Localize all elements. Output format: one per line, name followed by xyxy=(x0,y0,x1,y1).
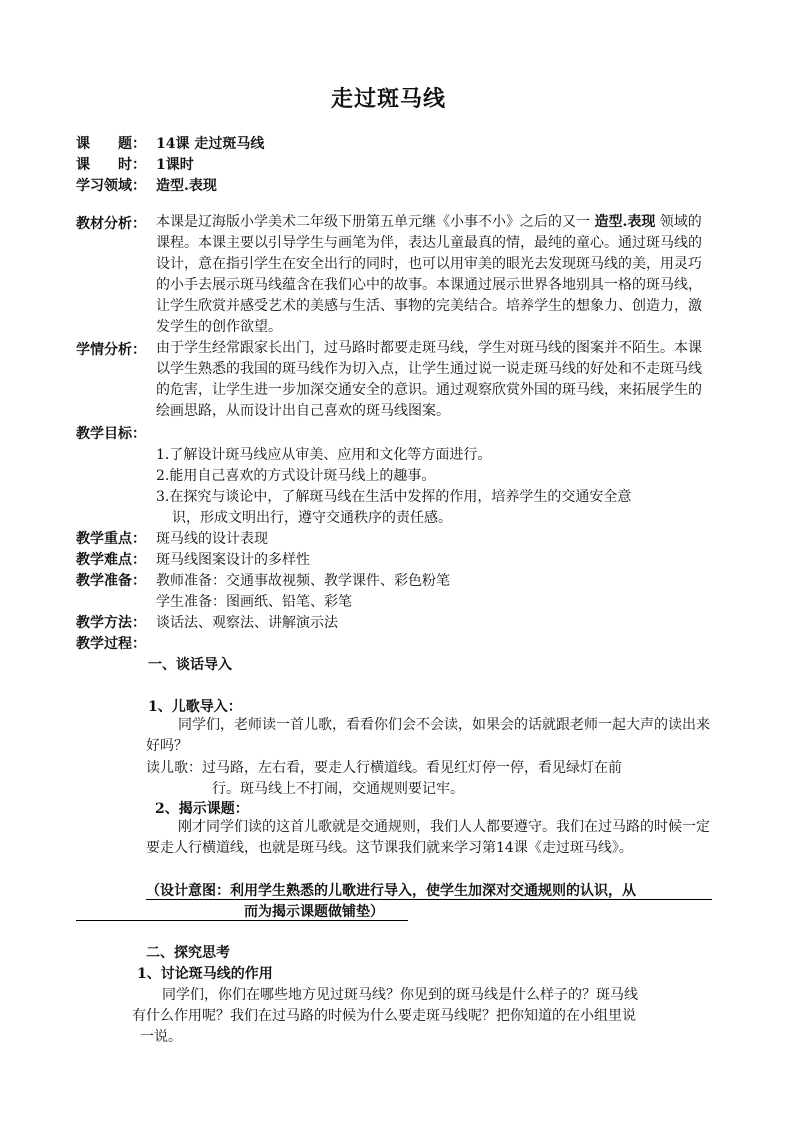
goal-item-3: 3.在探究与谈论中，了解斑马线在生活中发挥的作用，培养学生的交通安全意 xyxy=(156,489,632,505)
goals-label: 教学目标： xyxy=(76,426,146,442)
time-label: 课 时： xyxy=(76,157,146,173)
key-point-label: 教学重点： xyxy=(76,531,146,547)
s2-1-heading: 1、讨论斑马线的作用 xyxy=(137,966,273,982)
field-label: 学习领域： xyxy=(76,178,146,194)
topic-value: 14课 走过斑马线 xyxy=(156,136,265,152)
analysis-paragraph xyxy=(156,212,714,338)
prep-label: 教学准备： xyxy=(76,573,146,589)
process-label: 教学过程： xyxy=(76,636,146,652)
page-title: 走过斑马线 xyxy=(331,86,447,112)
prep-student: 学生准备：图画纸、铅笔、彩笔 xyxy=(156,594,352,610)
analysis-text-after: 领域的课程。本课主要以引导学生与画笔为伴，表达儿童最真的情，最纯的童心。通过斑马线的设计，意在指引学生在安全出行的同时，也可以用审美的眼光去发现斑马线的美，用灵巧的小手去展示斑马线蕴含在我们心中的故事。本课通过展示世界各地别具一格的斑马线，让学生欣赏并感受艺术的美感与生活、事物的完美结合。培养学生的想象力、创造力，激发学生的创作欲望。 xyxy=(156,214,702,335)
section-2-heading: 二、探究思考 xyxy=(146,945,230,961)
section-1-heading: 一、谈话导入 xyxy=(148,657,232,673)
design-intent-line-1: （设计意图：利用学生熟悉的儿歌进行导入，使学生加深对交通规则的认识，从 xyxy=(146,883,636,899)
rhyme-line-1: 读儿歌：过马路，左右看，要走人行横道线。看见红灯停一停，看见绿灯在前 xyxy=(146,760,622,776)
difficulty-value: 斑马线图案设计的多样性 xyxy=(156,552,310,568)
goal-item-3-cont: 识，形成文明出行，遵守交通秩序的责任感。 xyxy=(172,510,452,526)
students-paragraph: 由于学生经常跟家长出门，过马路时都要走斑马线，学生对斑马线的图案并不陌生。本课以学生熟悉的我国的斑马线作为切入点，让学生通过说一说走斑马线的好处和不走斑马线的危害，让学生进一步加深交通安全的意识。通过观察欣赏外国的斑马线，来拓展学生的绘画思路，从而设计出自己喜欢的斑马线图案。 xyxy=(156,340,702,419)
s1-1-heading: 1、儿歌导入： xyxy=(148,699,242,715)
method-label: 教学方法： xyxy=(76,615,146,631)
time-value: 1课时 xyxy=(156,157,194,173)
design-intent-underline-2 xyxy=(76,920,408,921)
goal-item-1: 1.了解设计斑马线应从审美、应用和文化等方面进行。 xyxy=(156,447,492,463)
design-intent-line-2: 而为揭示课题做铺垫） xyxy=(244,904,384,920)
method-value: 谈话法、观察法、讲解演示法 xyxy=(156,615,338,631)
s2-1-line-2: 有什么作用呢？我们在过马路的时候为什么要走斑马线呢？把你知道的在小组里说 xyxy=(132,1008,636,1024)
s1-2-paragraph: 刚才同学们读的这首儿歌就是交通规则，我们人人都要遵守。我们在过马路的时候一定要走人行横道线，也就是斑马线。这节课我们就来学习第14课《走过斑马线》。 xyxy=(146,819,710,856)
design-intent-underline-1 xyxy=(146,899,712,900)
s1-2-heading: 2、揭示课题： xyxy=(155,801,249,817)
s1-1-paragraph: 同学们，老师读一首儿歌，看看你们会不会读，如果会的话就跟老师一起大声的读出来好吗？ xyxy=(146,717,710,754)
analysis-text-before: 本课是辽海版小学美术二年级下册第五单元继《小事不小》之后的又一 xyxy=(156,214,595,230)
field-value: 造型.表现 xyxy=(156,178,217,194)
prep-teacher: 教师准备：交通事故视频、教学课件、彩色粉笔 xyxy=(156,573,450,589)
key-point-value: 斑马线的设计表现 xyxy=(156,531,268,547)
goal-item-2: 2.能用自己喜欢的方式设计斑马线上的趣事。 xyxy=(156,468,436,484)
topic-label: 课 题： xyxy=(76,136,146,152)
students-label: 学情分析： xyxy=(76,342,146,358)
s2-1-line-1: 同学们，你们在哪些地方见过斑马线？你见到的斑马线是什么样子的？斑马线 xyxy=(162,987,638,1003)
analysis-bold-text: 造型.表现 xyxy=(594,214,656,230)
s2-1-line-3: 一说。 xyxy=(140,1029,182,1045)
difficulty-label: 教学难点： xyxy=(76,552,146,568)
analysis-label: 教材分析： xyxy=(76,216,146,232)
rhyme-line-2: 行。斑马线上不打闹，交通规则要记牢。 xyxy=(212,781,464,797)
